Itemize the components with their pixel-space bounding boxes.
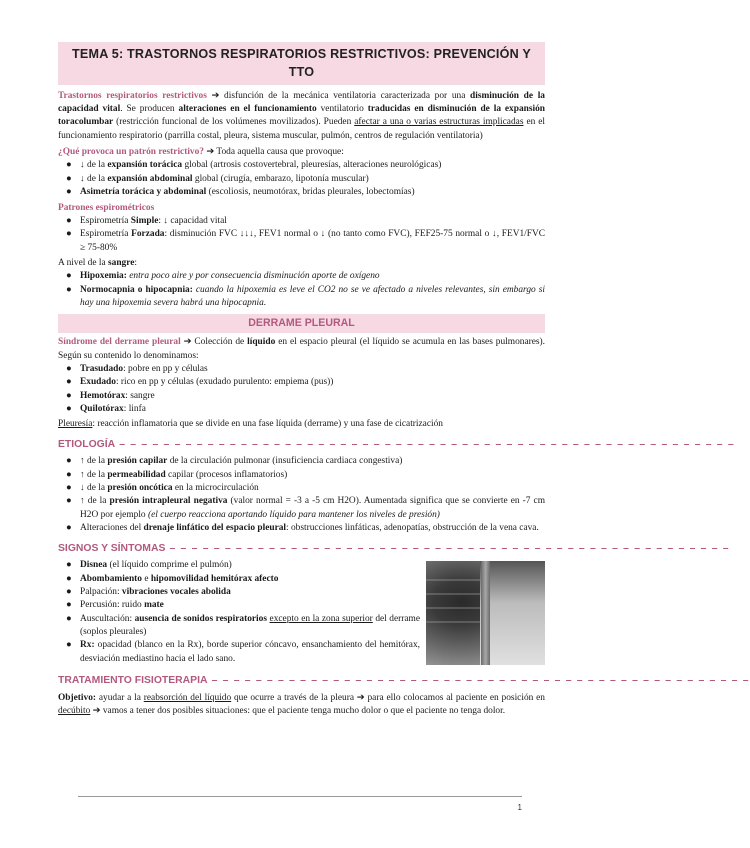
bullet-icon: ● xyxy=(66,456,72,467)
patterns-list xyxy=(58,215,545,255)
arrow-icon: ➔ xyxy=(206,147,215,158)
bullet-icon: ● xyxy=(66,483,72,494)
bullet-icon: ● xyxy=(66,363,72,374)
causes-question: ¿Qué provoca un patrón restrictivo? ➔ Toda aquella causa que provoque: xyxy=(58,147,344,158)
bullet-icon: ● xyxy=(66,390,72,401)
bullet-icon: ● xyxy=(66,377,72,388)
section-banner: DERRAME PLEURAL xyxy=(58,314,545,333)
list-item: ● Exudado: rico en pp y células (exudado purulento: empiema (pus)) xyxy=(80,376,545,389)
bullet-icon: ● xyxy=(66,469,72,480)
bullet-icon: ● xyxy=(66,586,72,597)
list-item: ● Hipoxemia: entra poco aire y por consecuencia disminución aporte de oxígeno xyxy=(80,270,545,283)
list-item: ● Rx: opacidad (blanco en la Rx), borde superior cóncavo, ensanchamiento del hemitórax, desviación mediastino hacia el lado sano. xyxy=(66,640,420,664)
arrow-icon: ➔ xyxy=(183,337,192,348)
bullet-icon: ● xyxy=(66,560,72,571)
syndrome-list xyxy=(58,363,545,416)
list-item: ● ↓ de la expansión torácica global (artrosis costovertebral, pleuresías, alteraciones neurológicas) xyxy=(80,159,545,172)
blood-lead: A nivel de la sangre: xyxy=(58,257,137,268)
list-item: ● Alteraciones del drenaje linfático del espacio pleural: obstrucciones linfáticas, adenopatías, obstrucción de la vena cava. xyxy=(80,522,545,535)
intro-term: Trastornos respiratorios restrictivos xyxy=(58,90,207,101)
list-item: ● Espirometría Forzada: disminución FVC ↓↓↓, FEV1 normal o ↓ (no tanto como FVC), FEF25-75 normal o ↓, FEV1/FVC ≥ 75-80% xyxy=(66,229,545,253)
list-item: ● Quilotórax: linfa xyxy=(80,403,545,416)
list-item: ● Auscultación: ausencia de sonidos respiratorios excepto en la zona superior del derrame (soplos pleurales) xyxy=(66,613,420,637)
bullet-icon: ● xyxy=(66,573,72,584)
list-item: ● Normocapnia o hipocapnia: cuando la hipoxemia es leve el CO2 no se ve afectado a niveles relevantes, sin embargo si hay una hipoxemia severa habrá una hipocapnia. xyxy=(66,284,545,308)
list-item: ● Abombamiento e hipomovilidad hemitórax afecto xyxy=(80,573,420,586)
blood-list xyxy=(58,270,545,310)
pleuresia-paragraph: Pleuresía: reacción inflamatoria que se divide en una fase líquida (derrame) y una fase de cicatrización xyxy=(58,419,443,430)
intro-paragraph: Trastornos respiratorios restrictivos ➔ disfunción de la mecánica ventilatoria caracterizada por una disminución de la capacidad vital. Se producen alteraciones en el funcionamiento ventilatorio traducidas en disminución de la expansión toracolumbar (restricción funcional de los volúmenes movilizados). Pueden afectar a una o varias estructuras implicadas en el funcionamiento respiratorio (parrilla costal, pleura, sistema muscular, pulmón, centros de regulación ventilatoria) xyxy=(58,90,546,141)
bullet-icon: ● xyxy=(66,404,72,414)
tratamiento-heading: TRATAMIENTO FISIOTERAPIA – – – – – – – – – – – – – – – – – – – – – – – – – – – – – – – – – – – – – – – – – – – – – – – – – xyxy=(58,675,750,687)
arrow-icon: ➔ xyxy=(211,90,220,101)
bullet-icon: ● xyxy=(66,640,72,651)
bullet-icon: ● xyxy=(66,215,72,226)
list-item: ● ↑ de la presión intrapleural negativa (valor normal = -3 a -5 cm H2O). Aumentada significa que se convierte en -7 cm H2O por ejemplo (el cuerpo reacciona aportando líquido para mantener los niveles de presión) xyxy=(66,496,546,520)
list-item: ● Disnea (el líquido comprime el pulmón) xyxy=(80,559,420,572)
list-item: ● Trasudado: pobre en pp y células xyxy=(80,363,545,376)
list-item: ● ↓ de la expansión abdominal global (cirugía, embarazo, lipotonía muscular) xyxy=(80,173,545,186)
signos-row xyxy=(58,559,545,668)
causes-list xyxy=(58,159,545,199)
page-content xyxy=(58,42,750,721)
bullet-icon: ● xyxy=(66,173,72,184)
footer-divider xyxy=(78,796,522,797)
signos-list xyxy=(58,559,420,666)
bullet-icon: ● xyxy=(66,523,72,534)
signos-text-column xyxy=(58,559,420,668)
patterns-heading: Patrones espirométricos xyxy=(58,202,155,213)
tratamiento-paragraph: Objetivo: ayudar a la reabsorción del líquido que ocurre a través de la pleura ➔ para ello colocamos al paciente en posición en decúbito ➔ vamos a tener dos posibles situaciones: que el paciente tenga mucho dolor o que el paciente no tenga dolor. xyxy=(58,692,545,717)
list-item: ● Hemotórax: sangre xyxy=(80,390,545,403)
list-item: ● ↑ de la permeabilidad capilar (procesos inflamatorios) xyxy=(80,469,545,482)
bullet-icon: ● xyxy=(66,496,72,507)
list-item: ● Percusión: ruido mate xyxy=(80,599,420,612)
list-item: ● Asimetría torácica y abdominal (escoliosis, neumotórax, bridas pleurales, lobectomías) xyxy=(80,186,545,199)
bullet-icon: ● xyxy=(66,160,72,171)
chest-xray-image xyxy=(426,561,545,665)
list-item: ● Espirometría Simple: ↓ capacidad vital xyxy=(80,215,545,228)
signos-heading: SIGNOS Y SÍNTOMAS – – – – – – – – – – – – – – – – – – – – – – – – – – – – – – – – – – – – – – – – – – – – – – – – – – – xyxy=(58,542,730,554)
bullet-icon: ● xyxy=(66,600,72,611)
bullet-icon: ● xyxy=(66,229,72,240)
bullet-icon: ● xyxy=(66,284,72,295)
bullet-icon: ● xyxy=(66,613,72,624)
etiologia-heading: ETIOLOGÍA – – – – – – – – – – – – – – – – – – – – – – – – – – – – – – – – – – – – – – – – – – – – – – – – – – – – – – – – xyxy=(58,438,735,450)
document-title: TEMA 5: TRASTORNOS RESPIRATORIOS RESTRICTIVOS: PREVENCIÓN Y TTO xyxy=(58,42,545,85)
list-item: ● Palpación: vibraciones vocales abolida xyxy=(80,586,420,599)
syndrome-paragraph: Síndrome del derrame pleural ➔ Colección de líquido en el espacio pleural (el líquido se acumula en las bases pulmonares). Según su contenido lo denominamos: xyxy=(58,337,545,361)
etiologia-list xyxy=(58,455,545,535)
list-item: ● ↓ de la presión oncótica en la microcirculación xyxy=(80,482,545,495)
list-item: ● ↑ de la presión capilar de la circulación pulmonar (insuficiencia cardiaca congestiva) xyxy=(80,455,545,468)
bullet-icon: ● xyxy=(66,271,72,282)
bullet-icon: ● xyxy=(66,187,72,198)
page-number: 1 xyxy=(517,803,522,812)
